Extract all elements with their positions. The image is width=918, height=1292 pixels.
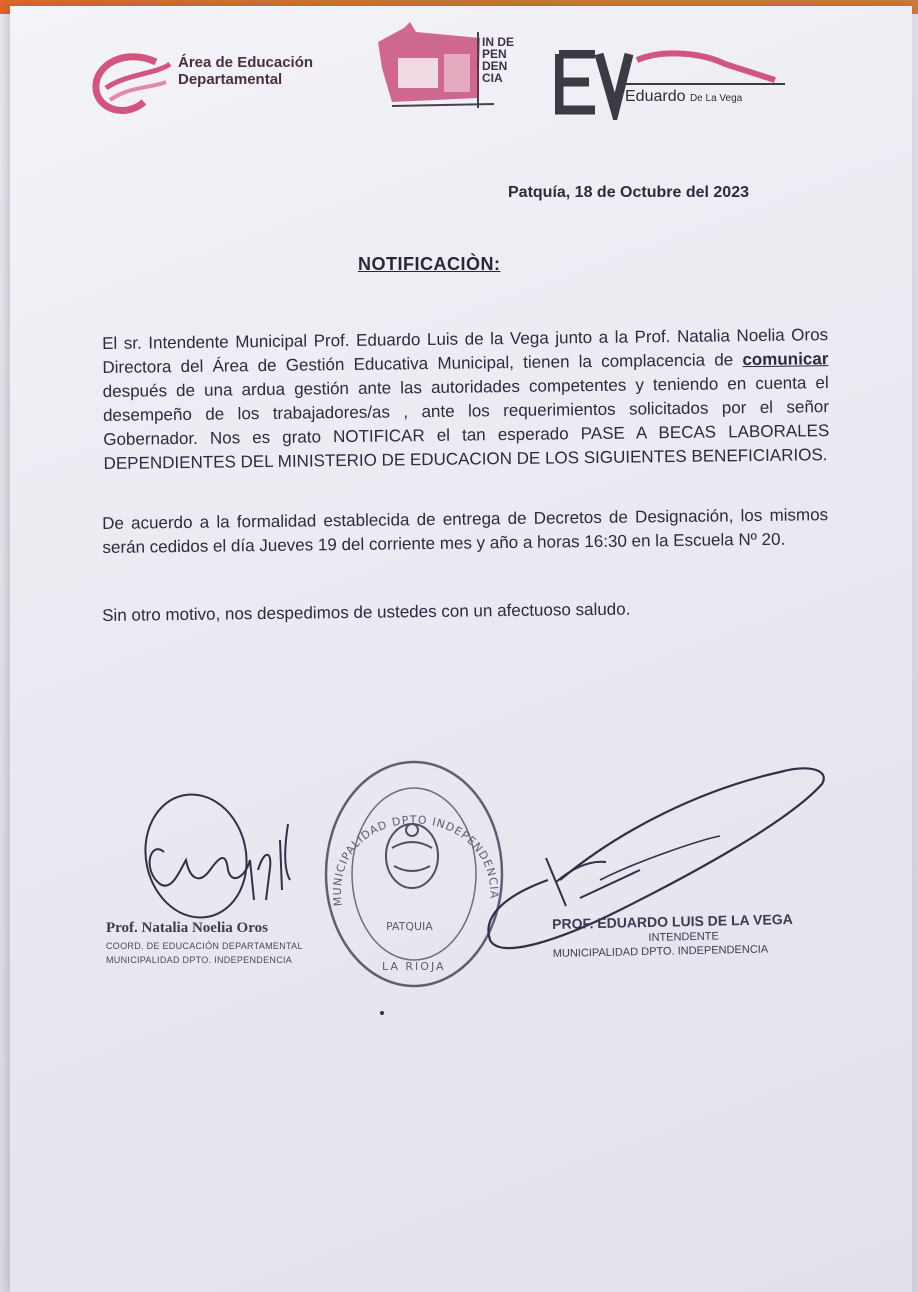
left-signer-role: COORD. DE EDUCACIÓN DEPARTAMENTAL [106, 941, 303, 951]
letterhead [0, 10, 918, 120]
paragraph-2: De acuerdo a la formalidad establecida de entrega de Decretos de Designación, los mismos serán cedidos el día Jueves 19 del corriente mes y año a horas 16:30 en la Escuela Nº 20. [102, 505, 829, 557]
swirl-logo-icon [86, 44, 176, 124]
independencia-word: IN DE PEN DEN CIA [482, 35, 515, 85]
ev-logo [555, 50, 795, 120]
paragraph-1-part-b: después de una ardua gestión ante las autoridades competentes y teniendo en cuenta el desempeño de los trabajadores/as , ante los requerimientos solicitados por el señor Gobernador. Nos es grato NOTIFICAR el tan esperado PASE A BECAS LABORALES DEPENDIENTES DEL MINISTERIO DE EDUCACION DE LOS SIGUIENTES BENEFICIARIOS. [102, 373, 830, 473]
document-date: Patquía, 18 de Octubre del 2023 [508, 184, 749, 201]
ev-name [625, 88, 742, 106]
ink-dot [380, 1011, 384, 1015]
logo-line-1: Área de Educación [178, 54, 314, 71]
paragraph-1 [102, 323, 830, 476]
left-signer-name: Prof. Natalia Noelia Oros [106, 920, 268, 936]
seal-ring-text: MUNICIPALIDAD DPTO INDEPENDENCIA [330, 813, 501, 907]
ev-first-name: Eduardo [625, 88, 686, 105]
ev-mark-icon [555, 50, 795, 120]
paragraph-1-part-a: El sr. Intendente Municipal Prof. Eduardo Luis de la Vega junto a la Prof. Natalia Noelia Oros Directora del Área de Gestión Educativa Municipal, tienen la complacencia de [102, 325, 829, 377]
seal-province: LA RIOJA [382, 960, 446, 973]
ev-surname: De La Vega [689, 93, 743, 104]
document-sheet [10, 6, 912, 1292]
right-signer-role: INTENDENTE [648, 930, 719, 944]
independencia-logo [374, 18, 524, 118]
paragraph-1-emphasis: comunicar [742, 349, 829, 370]
coat-of-arms-icon [386, 824, 438, 888]
area-educacion-logo [86, 44, 356, 124]
left-signature-block [106, 920, 336, 965]
document-title: NOTIFICACIÒN: [358, 254, 501, 274]
logo-line-2: Departamental [178, 71, 283, 88]
right-signer-name: PROF. EDUARDO LUIS DE LA VEGA [552, 910, 793, 932]
seal-city: PATQUIA [386, 920, 433, 933]
right-signature-block [552, 910, 843, 960]
paragraph-3: Sin otro motivo, nos despedimos de ustedes con un afectuoso saludo. [102, 599, 631, 625]
municipal-seal [322, 756, 512, 996]
left-signer-org: MUNICIPALIDAD DPTO. INDEPENDENCIA [106, 955, 293, 965]
right-signer-org: MUNICIPALIDAD DPTO. INDEPENDENCIA [552, 943, 769, 960]
